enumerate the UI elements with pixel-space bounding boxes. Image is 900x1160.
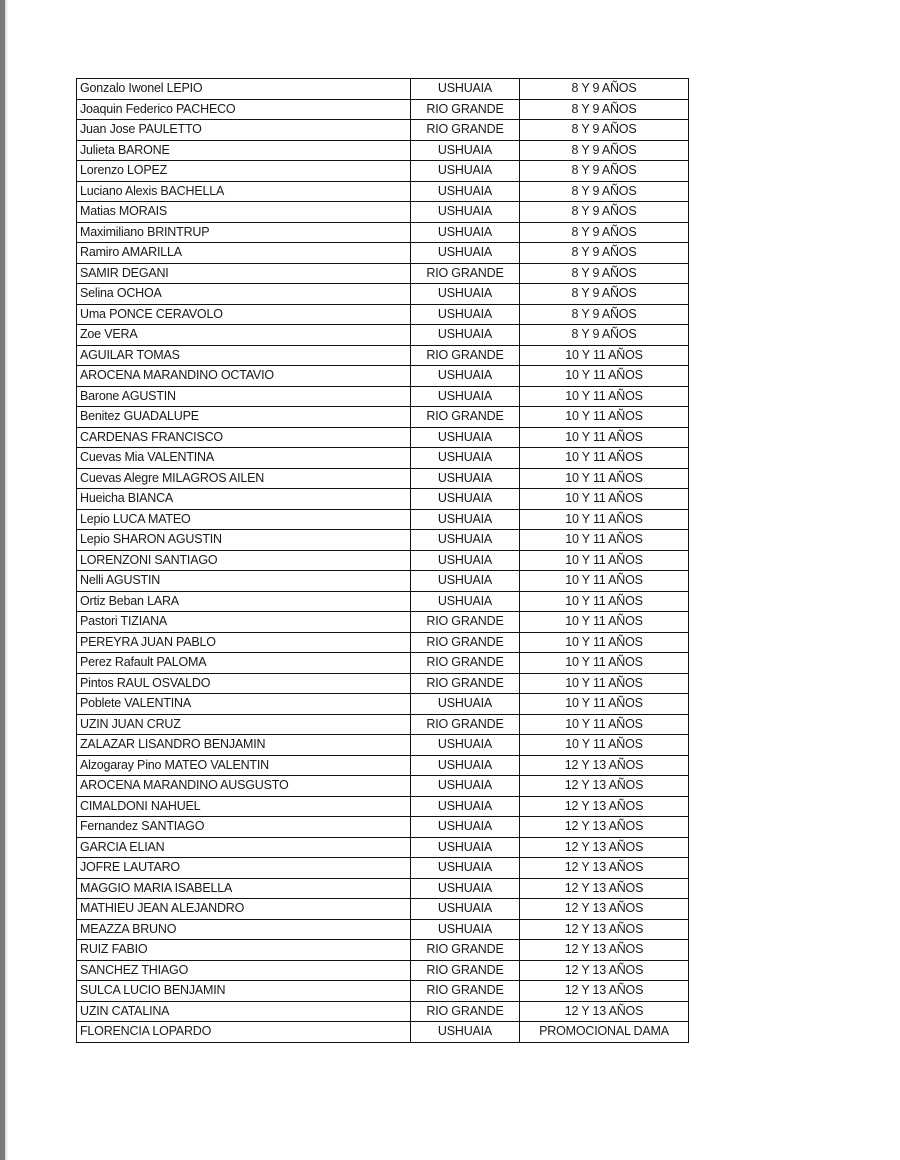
cell-city: USHUAIA (411, 858, 520, 879)
cell-city: USHUAIA (411, 181, 520, 202)
table-row (77, 448, 689, 469)
cell-city: USHUAIA (411, 755, 520, 776)
table-row (77, 202, 689, 223)
cell-name: Lorenzo LOPEZ (77, 161, 411, 182)
cell-category: 8 Y 9 AÑOS (520, 161, 689, 182)
table-row (77, 530, 689, 551)
cell-city: USHUAIA (411, 837, 520, 858)
cell-category: 12 Y 13 AÑOS (520, 817, 689, 838)
cell-name: MEAZZA BRUNO (77, 919, 411, 940)
cell-category: 10 Y 11 AÑOS (520, 366, 689, 387)
table-row (77, 571, 689, 592)
cell-name: Perez Rafault PALOMA (77, 653, 411, 674)
cell-city: USHUAIA (411, 386, 520, 407)
table-row (77, 632, 689, 653)
cell-name: Ortiz Beban LARA (77, 591, 411, 612)
cell-name: Ramiro AMARILLA (77, 243, 411, 264)
table-row (77, 243, 689, 264)
cell-name: Lepio LUCA MATEO (77, 509, 411, 530)
cell-city: USHUAIA (411, 509, 520, 530)
cell-category: 12 Y 13 AÑOS (520, 960, 689, 981)
cell-name: ZALAZAR LISANDRO BENJAMIN (77, 735, 411, 756)
cell-category: 8 Y 9 AÑOS (520, 284, 689, 305)
table-row (77, 817, 689, 838)
cell-category: 10 Y 11 AÑOS (520, 530, 689, 551)
cell-category: 10 Y 11 AÑOS (520, 591, 689, 612)
cell-city: USHUAIA (411, 202, 520, 223)
cell-category: 12 Y 13 AÑOS (520, 981, 689, 1002)
cell-category: 8 Y 9 AÑOS (520, 325, 689, 346)
participants-table-body (77, 79, 689, 1043)
table-row (77, 714, 689, 735)
cell-city: USHUAIA (411, 550, 520, 571)
table-row (77, 325, 689, 346)
cell-name: Julieta BARONE (77, 140, 411, 161)
cell-category: 12 Y 13 AÑOS (520, 796, 689, 817)
cell-name: Maximiliano BRINTRUP (77, 222, 411, 243)
table-row (77, 960, 689, 981)
cell-name: Pintos RAUL OSVALDO (77, 673, 411, 694)
table-row (77, 407, 689, 428)
cell-category: 12 Y 13 AÑOS (520, 919, 689, 940)
table-row (77, 79, 689, 100)
cell-category: 10 Y 11 AÑOS (520, 448, 689, 469)
cell-category: 10 Y 11 AÑOS (520, 550, 689, 571)
cell-city: USHUAIA (411, 899, 520, 920)
table-row (77, 284, 689, 305)
cell-category: 10 Y 11 AÑOS (520, 632, 689, 653)
table-row (77, 304, 689, 325)
cell-city: USHUAIA (411, 161, 520, 182)
table-row (77, 981, 689, 1002)
cell-category: 12 Y 13 AÑOS (520, 1001, 689, 1022)
table-row (77, 878, 689, 899)
table-row (77, 755, 689, 776)
table-row (77, 735, 689, 756)
cell-category: 8 Y 9 AÑOS (520, 202, 689, 223)
cell-name: Cuevas Mia VALENTINA (77, 448, 411, 469)
cell-city: RIO GRANDE (411, 263, 520, 284)
cell-category: 8 Y 9 AÑOS (520, 243, 689, 264)
cell-category: 10 Y 11 AÑOS (520, 735, 689, 756)
cell-category: 10 Y 11 AÑOS (520, 612, 689, 633)
cell-name: CIMALDONI NAHUEL (77, 796, 411, 817)
table-row (77, 366, 689, 387)
table-row (77, 550, 689, 571)
cell-city: USHUAIA (411, 468, 520, 489)
cell-name: Joaquin Federico PACHECO (77, 99, 411, 120)
table-row (77, 120, 689, 141)
cell-category: 8 Y 9 AÑOS (520, 263, 689, 284)
table-row (77, 694, 689, 715)
cell-city: USHUAIA (411, 79, 520, 100)
table-row (77, 612, 689, 633)
cell-city: USHUAIA (411, 284, 520, 305)
cell-name: Gonzalo Iwonel LEPIO (77, 79, 411, 100)
table-row (77, 427, 689, 448)
table-row (77, 386, 689, 407)
cell-name: Hueicha BIANCA (77, 489, 411, 510)
cell-category: 8 Y 9 AÑOS (520, 304, 689, 325)
cell-city: USHUAIA (411, 325, 520, 346)
cell-name: RUIZ FABIO (77, 940, 411, 961)
cell-category: 8 Y 9 AÑOS (520, 99, 689, 120)
cell-category: 10 Y 11 AÑOS (520, 489, 689, 510)
cell-name: AROCENA MARANDINO OCTAVIO (77, 366, 411, 387)
cell-city: RIO GRANDE (411, 981, 520, 1002)
table-row (77, 222, 689, 243)
cell-category: 10 Y 11 AÑOS (520, 673, 689, 694)
cell-name: AROCENA MARANDINO AUSGUSTO (77, 776, 411, 797)
cell-category: 8 Y 9 AÑOS (520, 140, 689, 161)
table-row (77, 837, 689, 858)
cell-city: RIO GRANDE (411, 714, 520, 735)
cell-city: USHUAIA (411, 448, 520, 469)
cell-city: USHUAIA (411, 878, 520, 899)
cell-city: RIO GRANDE (411, 99, 520, 120)
cell-name: UZIN CATALINA (77, 1001, 411, 1022)
cell-category: 10 Y 11 AÑOS (520, 714, 689, 735)
cell-name: FLORENCIA LOPARDO (77, 1022, 411, 1043)
table-row (77, 99, 689, 120)
cell-category: 10 Y 11 AÑOS (520, 407, 689, 428)
cell-category: 12 Y 13 AÑOS (520, 940, 689, 961)
cell-name: GARCIA ELIAN (77, 837, 411, 858)
cell-name: Zoe VERA (77, 325, 411, 346)
cell-category: 10 Y 11 AÑOS (520, 386, 689, 407)
cell-name: Matias MORAIS (77, 202, 411, 223)
cell-city: RIO GRANDE (411, 653, 520, 674)
cell-city: RIO GRANDE (411, 673, 520, 694)
cell-category: 12 Y 13 AÑOS (520, 776, 689, 797)
table-row (77, 673, 689, 694)
cell-name: SANCHEZ THIAGO (77, 960, 411, 981)
cell-city: USHUAIA (411, 140, 520, 161)
table-row (77, 489, 689, 510)
table-row (77, 468, 689, 489)
cell-city: USHUAIA (411, 530, 520, 551)
cell-name: Cuevas Alegre MILAGROS AILEN (77, 468, 411, 489)
cell-name: CARDENAS FRANCISCO (77, 427, 411, 448)
cell-category: 8 Y 9 AÑOS (520, 222, 689, 243)
cell-name: Selina OCHOA (77, 284, 411, 305)
table-row (77, 776, 689, 797)
cell-city: RIO GRANDE (411, 345, 520, 366)
cell-city: USHUAIA (411, 776, 520, 797)
cell-city: USHUAIA (411, 919, 520, 940)
cell-name: MATHIEU JEAN ALEJANDRO (77, 899, 411, 920)
cell-name: AGUILAR TOMAS (77, 345, 411, 366)
cell-city: RIO GRANDE (411, 1001, 520, 1022)
table-row (77, 1022, 689, 1043)
cell-category: 10 Y 11 AÑOS (520, 653, 689, 674)
cell-name: Benitez GUADALUPE (77, 407, 411, 428)
page-edge-shadow (5, 0, 8, 1160)
table-row (77, 140, 689, 161)
cell-city: RIO GRANDE (411, 632, 520, 653)
cell-city: USHUAIA (411, 489, 520, 510)
table-row (77, 899, 689, 920)
cell-category: 10 Y 11 AÑOS (520, 694, 689, 715)
table-row (77, 345, 689, 366)
participants-table (76, 78, 689, 1043)
cell-category: 12 Y 13 AÑOS (520, 755, 689, 776)
cell-city: USHUAIA (411, 243, 520, 264)
cell-city: USHUAIA (411, 366, 520, 387)
cell-category: 8 Y 9 AÑOS (520, 181, 689, 202)
table-row (77, 919, 689, 940)
cell-name: Luciano Alexis BACHELLA (77, 181, 411, 202)
cell-name: SAMIR DEGANI (77, 263, 411, 284)
cell-category: 10 Y 11 AÑOS (520, 468, 689, 489)
cell-name: UZIN JUAN CRUZ (77, 714, 411, 735)
table-row (77, 161, 689, 182)
cell-category: 10 Y 11 AÑOS (520, 509, 689, 530)
cell-city: RIO GRANDE (411, 960, 520, 981)
cell-name: PEREYRA JUAN PABLO (77, 632, 411, 653)
cell-city: USHUAIA (411, 817, 520, 838)
table-row (77, 858, 689, 879)
cell-city: USHUAIA (411, 427, 520, 448)
table-row (77, 1001, 689, 1022)
cell-category: 10 Y 11 AÑOS (520, 345, 689, 366)
cell-name: Poblete VALENTINA (77, 694, 411, 715)
cell-category: 12 Y 13 AÑOS (520, 899, 689, 920)
table-row (77, 591, 689, 612)
cell-name: JOFRE LAUTARO (77, 858, 411, 879)
cell-name: Lepio SHARON AGUSTIN (77, 530, 411, 551)
cell-city: USHUAIA (411, 1022, 520, 1043)
cell-city: USHUAIA (411, 304, 520, 325)
cell-city: USHUAIA (411, 735, 520, 756)
table-row (77, 263, 689, 284)
cell-name: Uma PONCE CERAVOLO (77, 304, 411, 325)
cell-city: USHUAIA (411, 571, 520, 592)
table-row (77, 181, 689, 202)
cell-category: 8 Y 9 AÑOS (520, 120, 689, 141)
table-row (77, 940, 689, 961)
cell-category: 10 Y 11 AÑOS (520, 571, 689, 592)
cell-name: Nelli AGUSTIN (77, 571, 411, 592)
cell-city: USHUAIA (411, 222, 520, 243)
cell-name: Barone AGUSTIN (77, 386, 411, 407)
cell-city: RIO GRANDE (411, 612, 520, 633)
cell-category: 10 Y 11 AÑOS (520, 427, 689, 448)
cell-name: LORENZONI SANTIAGO (77, 550, 411, 571)
cell-category: 12 Y 13 AÑOS (520, 878, 689, 899)
cell-name: Juan Jose PAULETTO (77, 120, 411, 141)
table-row (77, 653, 689, 674)
table-row (77, 796, 689, 817)
cell-city: USHUAIA (411, 591, 520, 612)
cell-city: RIO GRANDE (411, 407, 520, 428)
cell-category: 8 Y 9 AÑOS (520, 79, 689, 100)
cell-category: 12 Y 13 AÑOS (520, 858, 689, 879)
cell-name: MAGGIO MARIA ISABELLA (77, 878, 411, 899)
table-row (77, 509, 689, 530)
cell-city: RIO GRANDE (411, 120, 520, 141)
cell-name: Pastori TIZIANA (77, 612, 411, 633)
cell-name: Fernandez SANTIAGO (77, 817, 411, 838)
cell-city: USHUAIA (411, 796, 520, 817)
cell-name: SULCA LUCIO BENJAMIN (77, 981, 411, 1002)
cell-name: Alzogaray Pino MATEO VALENTIN (77, 755, 411, 776)
cell-city: RIO GRANDE (411, 940, 520, 961)
cell-city: USHUAIA (411, 694, 520, 715)
cell-category: 12 Y 13 AÑOS (520, 837, 689, 858)
cell-category: PROMOCIONAL DAMA (520, 1022, 689, 1043)
